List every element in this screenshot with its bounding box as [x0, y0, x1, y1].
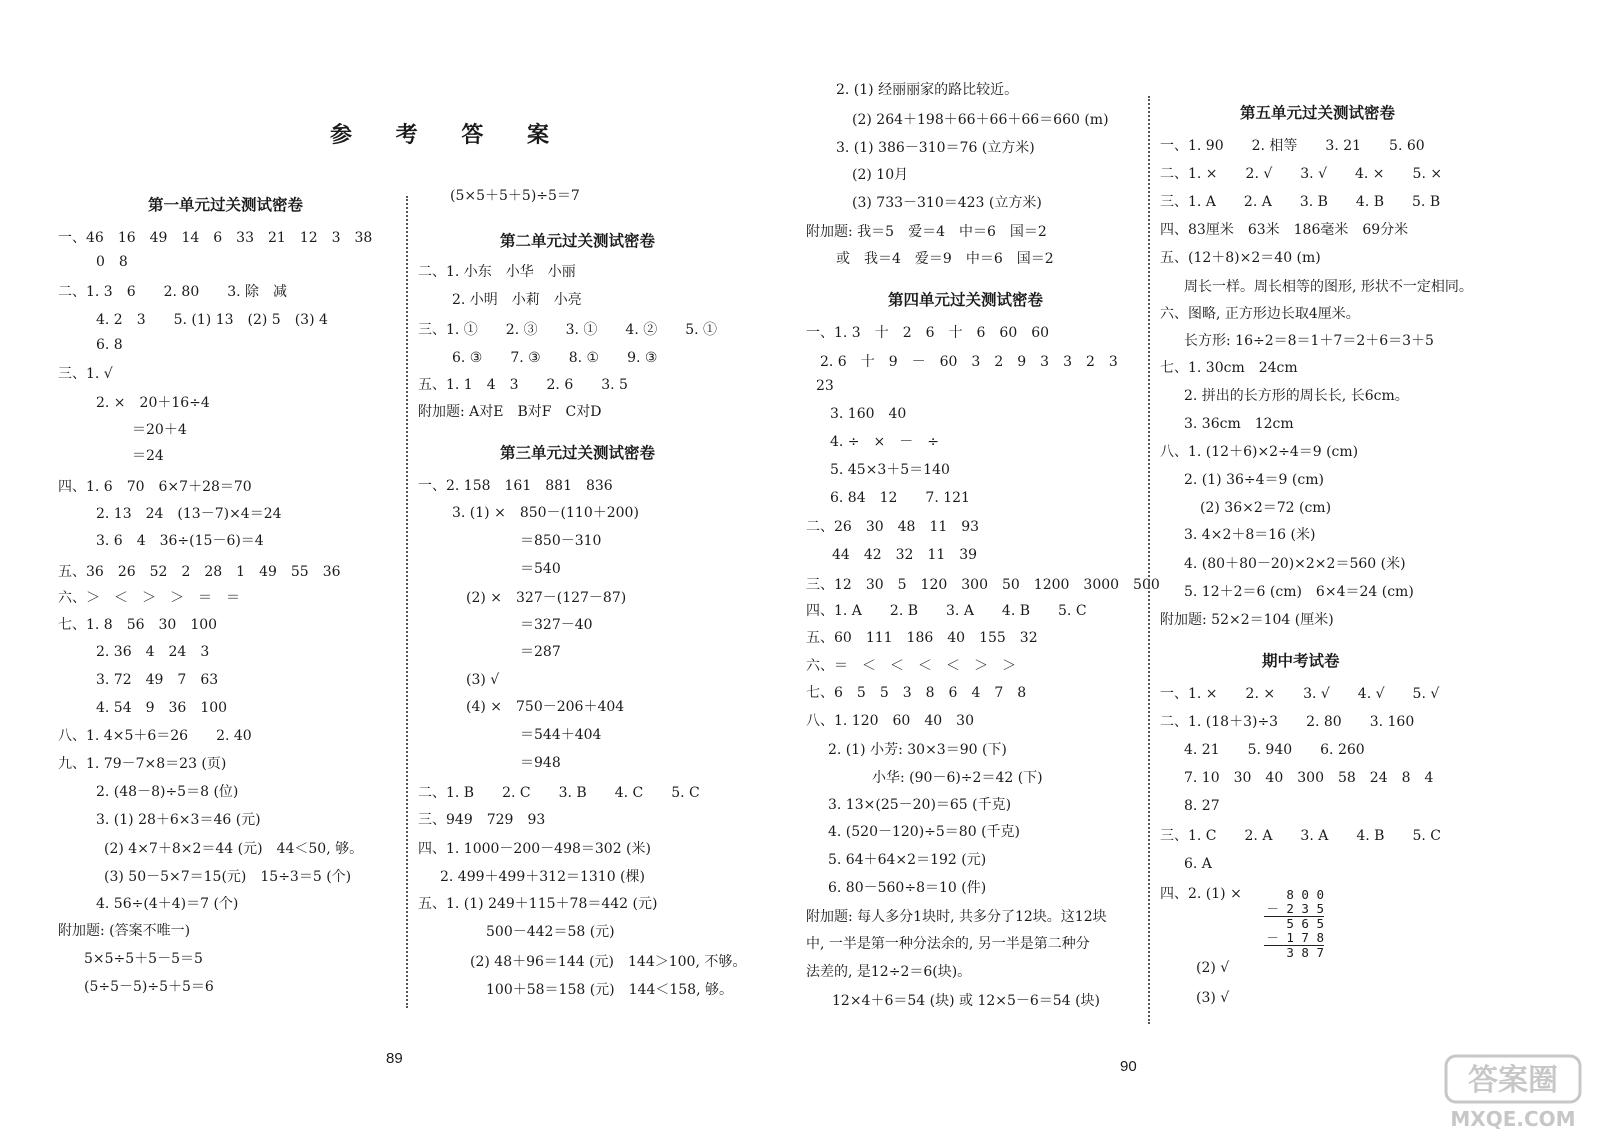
main-title: 参 考 答 案	[330, 123, 567, 148]
answer-line: 五、36 26 52 2 28 1 49 55 36	[58, 564, 341, 580]
answer-line: 二、1. (18＋3)÷3 2. 80 3. 160	[1160, 714, 1415, 730]
answer-line: 4. (520－120)÷5＝80 (千克)	[828, 824, 1021, 840]
answer-line: 三、1. ① 2. ③ 3. ① 4. ② 5. ①	[418, 322, 718, 338]
answer-line: 6. A	[1184, 856, 1212, 872]
answer-line: 四、2. (1) ×	[1160, 886, 1242, 902]
answer-line: 三、1. C 2. A 3. A 4. B 5. C	[1160, 828, 1441, 844]
answer-line: 6. ③ 7. ③ 8. ① 9. ③	[452, 350, 658, 366]
answer-line: 3. (1) 386－310＝76 (立方米)	[836, 140, 1035, 156]
answer-line: (3) √	[466, 672, 500, 688]
answer-line: 七、1. 30cm 24cm	[1160, 360, 1298, 376]
answer-line: 4. (80＋80－20)×2×2＝560 (米)	[1184, 556, 1406, 572]
answer-line: ＝327－40	[520, 617, 593, 633]
answer-line: 二、26 30 48 11 93	[806, 519, 980, 535]
answer-line: 2. (1) 36÷4＝9 (cm)	[1184, 472, 1324, 488]
answer-line: 23	[816, 378, 834, 394]
section-heading: 第五单元过关测试密卷	[1240, 104, 1396, 122]
answer-line: 3. (1) 28＋6×3＝46 (元)	[96, 812, 261, 828]
answer-line: 六、图略, 正方形边长取4厘米。	[1160, 306, 1360, 322]
answer-line: 2. × 20＋16÷4	[96, 395, 210, 411]
answer-line: 二、1. 3 6 2. 80 3. 除 减	[58, 284, 288, 300]
answer-line: 三、12 30 5 120 300 50 1200 3000 500	[806, 577, 1160, 593]
answer-line: 二、1. × 2. √ 3. √ 4. × 5. ×	[1160, 166, 1443, 182]
answer-line: 100＋58＝158 (元) 144＜158, 够。	[486, 982, 733, 998]
answer-line: 法差的, 是12÷2＝6(块)。	[806, 964, 972, 980]
answer-line: 4. 21 5. 940 6. 260	[1184, 742, 1365, 758]
answer-line: 五、60 111 186 40 155 32	[806, 630, 1038, 646]
calc-row: 8 0 0	[1286, 887, 1324, 902]
answer-line: 4. 54 9 36 100	[96, 700, 228, 716]
answer-line: 一、2. 158 161 881 836	[418, 478, 613, 494]
answer-line: (2) √	[1196, 960, 1230, 976]
answer-line: 2. 13 24 (13－7)×4＝24	[96, 506, 282, 522]
answer-line: 2. 小明 小莉 小亮	[452, 292, 582, 308]
answer-line: 2. 6 十 9 － 60 3 2 9 3 3 2 3	[820, 354, 1118, 370]
answer-line: 3. 160 40	[830, 406, 907, 422]
calc-row: － 2 3 5	[1264, 902, 1324, 917]
answer-line: 四、1. A 2. B 3. A 4. B 5. C	[806, 603, 1087, 619]
answer-line: 5. 12＋2＝6 (cm) 6×4＝24 (cm)	[1184, 584, 1414, 600]
answer-line: 一、1. × 2. × 3. √ 4. √ 5. √	[1160, 686, 1440, 702]
answer-line: 44 42 32 11 39	[832, 547, 978, 563]
section-heading: 期中考试卷	[1262, 652, 1340, 670]
answer-line: 6. 80－560÷8＝10 (件)	[828, 880, 987, 896]
watermark-logo	[1438, 1052, 1588, 1132]
answer-line: 四、1. 6 70 6×7＋28＝70	[58, 479, 252, 495]
answer-line: 中, 一半是第一种分法余的, 另一半是第二种分	[806, 936, 1090, 952]
answer-line: 附加题: 我＝5 爱＝4 中＝6 国＝2	[806, 224, 1047, 240]
answer-line: 附加题: (答案不唯一)	[58, 923, 191, 939]
answer-line: (2) 48＋96＝144 (元) 144＞100, 不够。	[470, 954, 747, 970]
answer-line: 附加题: 每人多分1块时, 共多分了12块。这12块	[806, 909, 1107, 925]
answer-line: 0 8	[96, 254, 128, 270]
answer-line: 五、1. 1 4 3 2. 6 3. 5	[418, 377, 628, 393]
answer-line: 5. 64＋64×2＝192 (元)	[828, 852, 987, 868]
answer-line: 附加题: 52×2＝104 (厘米)	[1160, 612, 1334, 628]
answer-line: 九、1. 79－7×8＝23 (页)	[58, 756, 227, 772]
answer-line: 4. ÷ × － ÷	[830, 434, 939, 450]
watermark-text-url: MXQE.COM	[1450, 1107, 1576, 1131]
answer-line: ＝20＋4	[132, 422, 187, 438]
answer-line: (2) × 327－(127－87)	[466, 590, 627, 606]
answer-line: 8. 27	[1184, 798, 1220, 814]
calc-row: 5 6 5	[1286, 916, 1324, 931]
section-heading: 第二单元过关测试密卷	[500, 232, 656, 250]
answer-line: 三、1. A 2. A 3. B 4. B 5. B	[1160, 194, 1441, 210]
answer-line: 6. 84 12 7. 121	[830, 490, 970, 506]
answer-line: (2) 10月	[852, 167, 909, 183]
answer-line: 3. (1) × 850－(110＋200)	[452, 505, 639, 521]
section-heading: 第三单元过关测试密卷	[500, 444, 656, 462]
answer-line: ＝24	[132, 448, 164, 464]
answer-line: ＝544＋404	[520, 727, 602, 743]
answer-line: 7. 10 30 40 300 58 24 8 4	[1184, 770, 1434, 786]
answer-line: (2) 4×7＋8×2＝44 (元) 44＜50, 够。	[104, 841, 364, 857]
answer-line: 500－442＝58 (元)	[486, 924, 615, 940]
answer-line: 六、＝ ＜ ＜ ＜ ＜ ＞ ＞	[806, 658, 1016, 674]
answer-line: 3. 13×(25－20)＝65 (千克)	[828, 797, 1012, 813]
answer-line: (3) 50－5×7＝15(元) 15÷3＝5 (个)	[104, 869, 352, 885]
section-heading: 第四单元过关测试密卷	[888, 291, 1044, 309]
answer-line: 五、1. (1) 249＋115＋78＝442 (元)	[418, 896, 658, 912]
answer-line: 6. 8	[96, 337, 123, 353]
answer-line: 七、1. 8 56 30 100	[58, 617, 218, 633]
answer-line: 2. (48－8)÷5＝8 (位)	[96, 784, 239, 800]
column-divider-2	[1148, 96, 1150, 1024]
answer-line: (4) × 750－206＋404	[466, 699, 625, 715]
watermark-text-cn: 答案圈	[1468, 1063, 1558, 1098]
answer-line: 一、1. 3 十 2 6 十 6 60 60	[806, 325, 1050, 341]
answer-line: 3. 36cm 12cm	[1184, 416, 1294, 432]
answer-line: 2. 499＋499＋312＝1310 (棵)	[440, 869, 645, 885]
answer-line: 一、1. 90 2. 相等 3. 21 5. 60	[1160, 138, 1425, 154]
answer-line: 或 我＝4 爱＝9 中＝6 国＝2	[836, 251, 1054, 267]
answer-line: 3. 72 49 7 63	[96, 672, 219, 688]
answer-line: (3) √	[1196, 990, 1230, 1006]
answer-line: (3) 733－310＝423 (立方米)	[852, 195, 1042, 211]
answer-line: 小华: (90－6)÷2＝42 (下)	[872, 770, 1043, 786]
answer-line: 周长一样。周长相等的图形, 形状不一定相同。	[1184, 279, 1473, 295]
answer-line: 附加题: A对E B对F C对D	[418, 404, 602, 420]
answer-line: 4. 56÷(4＋4)＝7 (个)	[96, 896, 239, 912]
answer-line: 六、＞ ＜ ＞ ＞ ＝ ＝	[58, 590, 240, 606]
answer-line: ＝948	[520, 755, 561, 771]
answer-line: 四、83厘米 63米 186毫米 69分米	[1160, 222, 1409, 238]
answer-line: 3. 4×2＋8＝16 (米)	[1184, 527, 1316, 543]
answer-line: 三、949 729 93	[418, 812, 546, 828]
calc-row: － 1 7 8	[1264, 931, 1324, 946]
answer-line: 3. 6 4 36÷(15－6)＝4	[96, 533, 264, 549]
calc-row: 3 8 7	[1286, 945, 1324, 960]
answer-line: ＝287	[520, 644, 561, 660]
answer-line: (5÷5－5)÷5＋5＝6	[84, 979, 214, 995]
answer-line: 八、1. 4×5＋6＝26 2. 40	[58, 728, 252, 744]
answer-line: 四、1. 1000－200－498＝302 (米)	[418, 841, 651, 857]
answer-line: 12×4＋6＝54 (块) 或 12×5－6＝54 (块)	[832, 993, 1100, 1009]
answer-line: 5×5÷5＋5－5＝5	[84, 951, 203, 967]
answer-line: 二、1. B 2. C 3. B 4. C 5. C	[418, 785, 700, 801]
answer-line: 2. 拼出的长方形的周长长, 长6cm。	[1184, 388, 1409, 404]
answer-line: 八、1. (12＋6)×2÷4＝9 (cm)	[1160, 444, 1359, 460]
answer-line: ＝850－310	[520, 533, 602, 549]
answer-line: 三、1. √	[58, 366, 113, 382]
answer-line: (2) 36×2＝72 (cm)	[1200, 500, 1332, 516]
answer-line: (5×5＋5＋5)÷5＝7	[450, 188, 580, 204]
section-heading: 第一单元过关测试密卷	[148, 196, 304, 214]
answer-line: 2. (1) 经丽丽家的路比较近。	[836, 82, 1019, 98]
column-divider-1	[406, 196, 408, 1008]
answer-line: 五、(12＋8)×2＝40 (m)	[1160, 250, 1321, 266]
answer-line: 七、6 5 5 3 8 6 4 7 8	[806, 685, 1027, 701]
page-number-right: 90	[1120, 1058, 1137, 1075]
vertical-calculation	[1264, 888, 1324, 960]
answer-line: 5. 45×3＋5＝140	[830, 462, 950, 478]
answer-line: 八、1. 120 60 40 30	[806, 713, 974, 729]
answer-line: ＝540	[520, 561, 561, 577]
answer-line: (2) 264＋198＋66＋66＋66＝660 (m)	[852, 112, 1109, 128]
page-number-left: 89	[386, 1050, 403, 1067]
answer-line: 二、1. 小东 小华 小丽	[418, 264, 576, 280]
answer-line: 长方形: 16÷2＝8＝1＋7＝2＋6＝3＋5	[1184, 333, 1434, 349]
answer-line: 4. 2 3 5. (1) 13 (2) 5 (3) 4	[96, 312, 328, 328]
answer-line: 一、46 16 49 14 6 33 21 12 3 38	[58, 230, 373, 246]
answer-line: 2. 36 4 24 3	[96, 644, 210, 660]
answer-line: 2. (1) 小芳: 30×3＝90 (下)	[828, 742, 1007, 758]
